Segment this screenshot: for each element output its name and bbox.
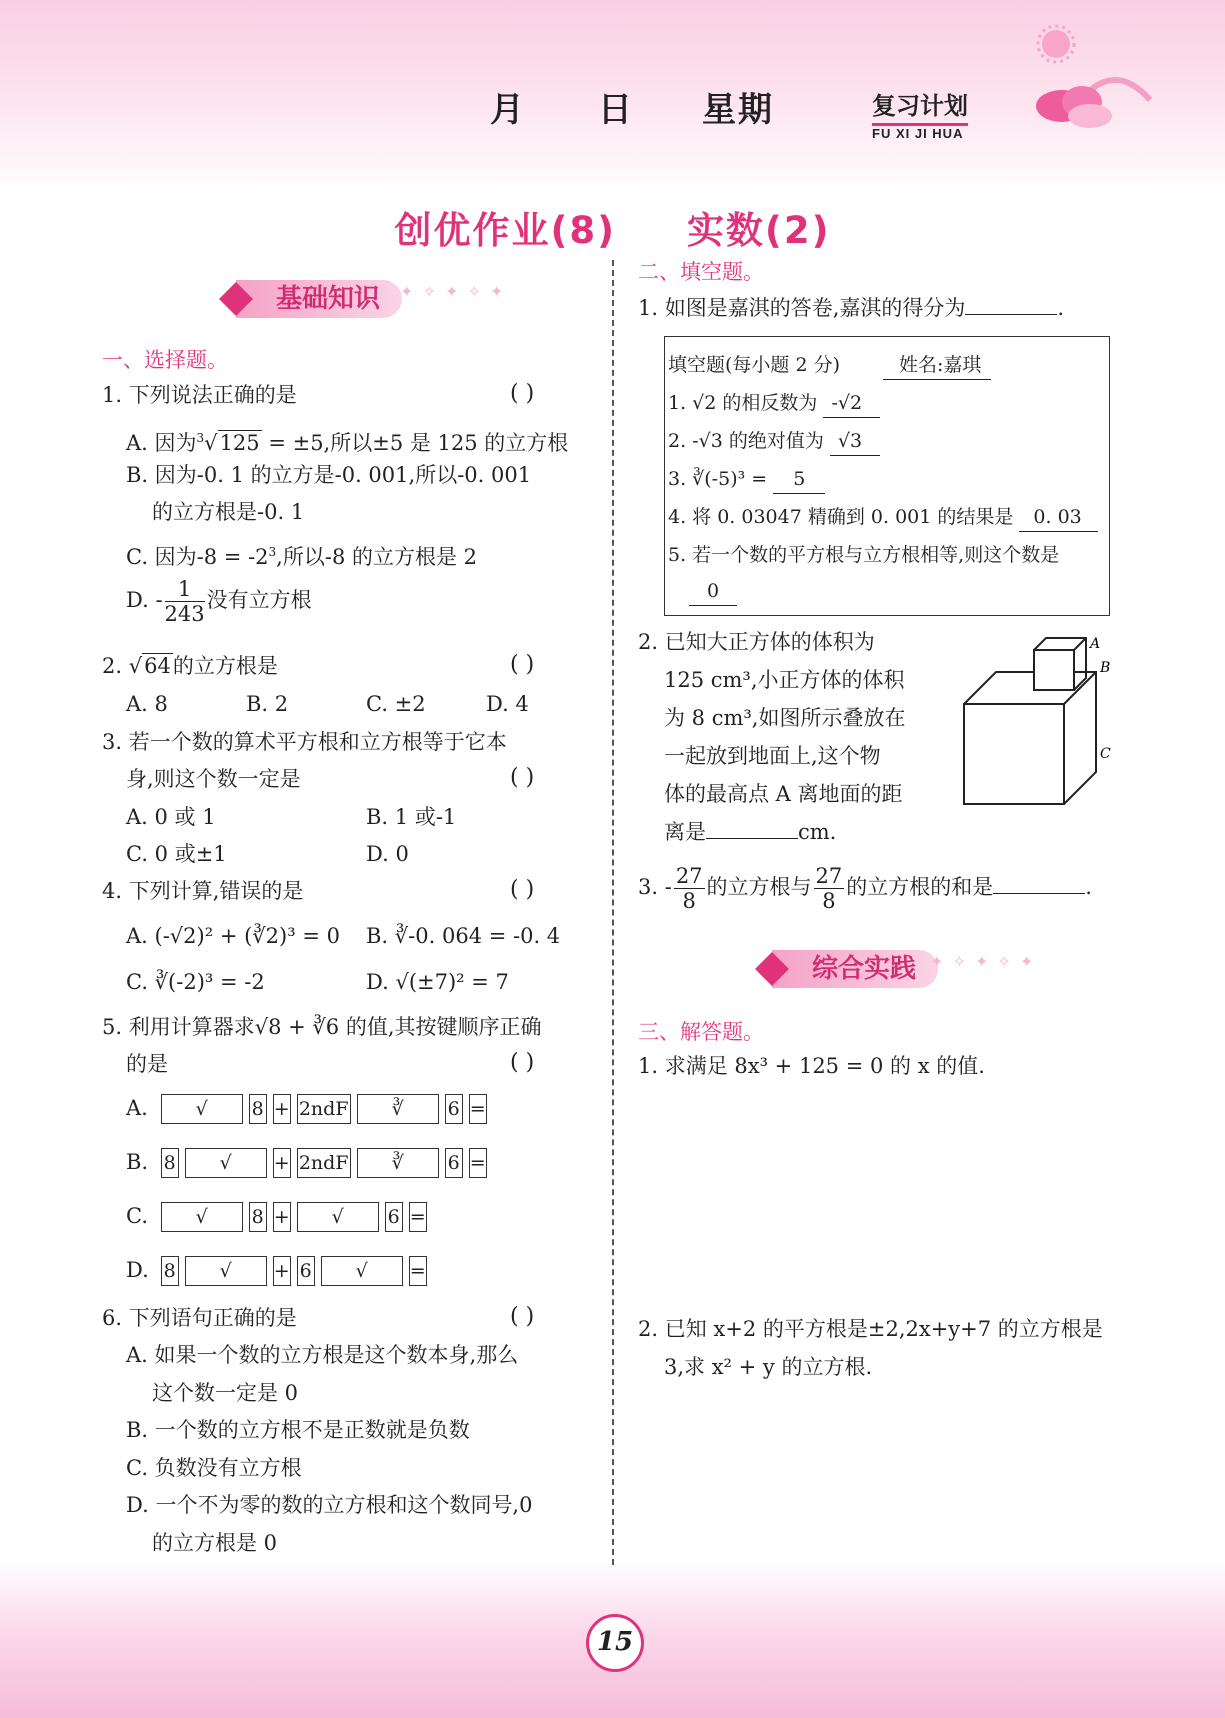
page-number: 15 [586, 1614, 644, 1672]
q4-answer-paren: ( ) [510, 877, 535, 902]
q6-option-c: C. 负数没有立方根 [126, 1456, 302, 1480]
basic-knowledge-pill: 基础知识 [236, 280, 402, 318]
f3-stem: 3. - $\frac{27}{8}$ 的立方根与 $\frac{27}{8}$ 的立方根的和是 . [638, 864, 1092, 913]
q3-option-c: C. 0 或±1 [126, 842, 227, 866]
page-title [0, 200, 1225, 254]
section-choice-title: 一、选择题。 [102, 348, 228, 372]
sheet-name: 姓名:嘉琪 [883, 351, 991, 380]
f1-stem: 1. 如图是嘉淇的答卷,嘉淇的得分为 . [638, 296, 1065, 320]
sqrt-key: √ [297, 1202, 379, 1232]
s2-stem: 2. 已知 x+2 的平方根是±2,2x+y+7 的立方根是 [638, 1317, 1103, 1341]
q2-option-b: B. 2 [246, 692, 289, 716]
q5-option-d: D. 8 √ + 6 √ = [126, 1256, 433, 1286]
f2-line-4: 一起放到地面上,这个物 [664, 744, 881, 768]
sheet-item-2: 2. -√3 的绝对值为 √3 [668, 427, 880, 456]
cbrt-key: ∛ [357, 1094, 439, 1124]
sqrt-key: √ [185, 1148, 267, 1178]
q4-option-d: D. √(±7)² = 7 [366, 970, 509, 994]
key-8: 8 [161, 1256, 179, 1286]
q1-answer-paren: ( ) [510, 381, 535, 406]
key-6: 6 [385, 1202, 403, 1232]
stars-decoration: ✦ ✧ ✦ ✧ ✦ [930, 952, 1036, 971]
answer-sheet-box [664, 336, 1110, 616]
cbrt-key: ∛ [357, 1148, 439, 1178]
sheet-item-3: 3. ∛(-5)³ = 5 [668, 465, 825, 494]
label-b: B [1100, 660, 1111, 676]
label-a: A [1090, 636, 1101, 652]
q2-answer-paren: ( ) [510, 652, 535, 677]
f2-line-3: 为 8 cm³,如图所示叠放在 [664, 706, 906, 730]
2ndf-key: 2ndF [297, 1094, 351, 1124]
q3-stem: 3. 若一个数的算术平方根和立方根等于它本 [102, 730, 507, 754]
q5-option-a: A. √ 8 + 2ndF ∛ 6 = [126, 1094, 493, 1124]
plus-key: + [273, 1256, 291, 1286]
sun-cloud-icon [1020, 20, 1170, 140]
q5-stem-cont: 的是 [126, 1052, 168, 1076]
q4-option-b: B. ∛-0. 064 = -0. 4 [366, 924, 561, 948]
s1-stem: 1. 求满足 8x³ + 125 = 0 的 x 的值. [638, 1054, 985, 1078]
q1-option-d: D. - $\frac{1}{243}$ 没有立方根 [126, 577, 312, 626]
key-8: 8 [249, 1202, 267, 1232]
plus-key: + [273, 1094, 291, 1124]
f1-blank [965, 314, 1057, 315]
2ndf-key: 2ndF [297, 1148, 351, 1178]
q4-option-a: A. (-√2)² + (∛2)³ = 0 [126, 924, 340, 948]
q6-answer-paren: ( ) [510, 1304, 535, 1329]
day-label: 日 [598, 90, 634, 130]
sheet-item-5-answer: 0 [689, 577, 737, 606]
key-6: 6 [445, 1148, 463, 1178]
q6-option-b: B. 一个数的立方根不是正数就是负数 [126, 1418, 470, 1442]
section-solve-title: 三、解答题。 [638, 1020, 764, 1044]
q6-option-d-cont: 的立方根是 0 [152, 1531, 278, 1555]
q2-option-d: D. 4 [486, 692, 529, 716]
q1-option-b: B. 因为-0. 1 的立方是-0. 001,所以-0. 001 [126, 463, 532, 487]
sheet-item-5: 5. 若一个数的平方根与立方根相等,则这个数是 [668, 544, 1060, 566]
q1-option-c: C. 因为$-8 = -2^3$,所以-8 的立方根是 2 [126, 545, 478, 569]
q4-option-c: C. ∛(-2)³ = -2 [126, 970, 265, 994]
f2-line-5: 体的最高点 A 离地面的距 [664, 782, 903, 806]
q5-option-c: C. √ 8 + √ 6 = [126, 1202, 433, 1232]
f3-blank [993, 893, 1085, 894]
key-8: 8 [249, 1094, 267, 1124]
q1-stem: 1. 下列说法正确的是 [102, 383, 297, 407]
q3-option-d: D. 0 [366, 842, 409, 866]
key-6: 6 [445, 1094, 463, 1124]
equals-key: = [469, 1148, 487, 1178]
equals-key: = [469, 1094, 487, 1124]
sqrt-key: √ [161, 1202, 243, 1232]
q5-answer-paren: ( ) [510, 1050, 535, 1075]
sheet-header: 填空题(每小题 2 分) [668, 354, 840, 376]
q6-option-a: A. 如果一个数的立方根是这个数本身,那么 [126, 1343, 519, 1367]
f2-line-1: 2. 已知大正方体的体积为 [638, 630, 875, 654]
sheet-item-4: 4. 将 0. 03047 精确到 0. 001 的结果是 0. 03 [668, 503, 1098, 532]
stacked-cubes-figure [958, 634, 1118, 810]
q6-option-a-cont: 这个数一定是 0 [152, 1381, 299, 1405]
month-label: 月 [490, 90, 526, 130]
sheet-item-1: 1. √2 的相反数为 -√2 [668, 389, 880, 418]
plus-key: + [273, 1202, 291, 1232]
q3-answer-paren: ( ) [510, 765, 535, 790]
q3-option-a: A. 0 或 1 [126, 805, 216, 829]
q6-option-d: D. 一个不为零的数的立方根和这个数同号,0 [126, 1493, 533, 1517]
f2-blank [706, 838, 798, 839]
key-6: 6 [297, 1256, 315, 1286]
q4-stem: 4. 下列计算,错误的是 [102, 879, 304, 903]
q2-option-c: C. ±2 [366, 692, 426, 716]
practice-pill: 综合实践 [772, 950, 938, 988]
q1-option-b-cont: 的立方根是-0. 1 [152, 500, 305, 524]
equals-key: = [409, 1256, 427, 1286]
sqrt-key: √ [161, 1094, 243, 1124]
sqrt-key: √ [185, 1256, 267, 1286]
q6-stem: 6. 下列语句正确的是 [102, 1306, 297, 1330]
topic-title: 实数(2) [686, 209, 831, 252]
q3-stem-cont: 身,则这个数一定是 [126, 767, 301, 791]
q5-option-b: B. 8 √ + 2ndF ∛ 6 = [126, 1148, 493, 1178]
assignment-title: 创优作业(8) [394, 209, 617, 252]
key-8: 8 [161, 1148, 179, 1178]
s2-stem-cont: 3,求 x² + y 的立方根. [664, 1355, 873, 1379]
f2-line-6: 离是 cm. [664, 820, 837, 844]
plan-subtitle: FU XI JI HUA [872, 126, 964, 141]
weekday-label: 星期 [702, 90, 774, 130]
q2-stem: 2. √64的立方根是 [102, 654, 278, 678]
plan-title: 复习计划 [872, 86, 968, 126]
q3-option-b: B. 1 或-1 [366, 805, 457, 829]
q5-stem: 5. 利用计算器求√8 + ∛6 的值,其按键顺序正确 [102, 1015, 542, 1039]
section-fill-title: 二、填空题。 [638, 260, 764, 284]
label-c: C [1100, 746, 1111, 762]
sqrt-key: √ [321, 1256, 403, 1286]
equals-key: = [409, 1202, 427, 1232]
plus-key: + [273, 1148, 291, 1178]
stars-decoration: ✦ ✧ ✦ ✧ ✦ [400, 282, 506, 301]
q1-option-a: A. 因为$^3$√125 = ±5,所以±5 是 125 的立方根 [126, 431, 569, 455]
q2-option-a: A. 8 [126, 692, 168, 716]
f2-line-2: 125 cm³,小正方体的体积 [664, 668, 905, 692]
column-divider [612, 260, 614, 1565]
